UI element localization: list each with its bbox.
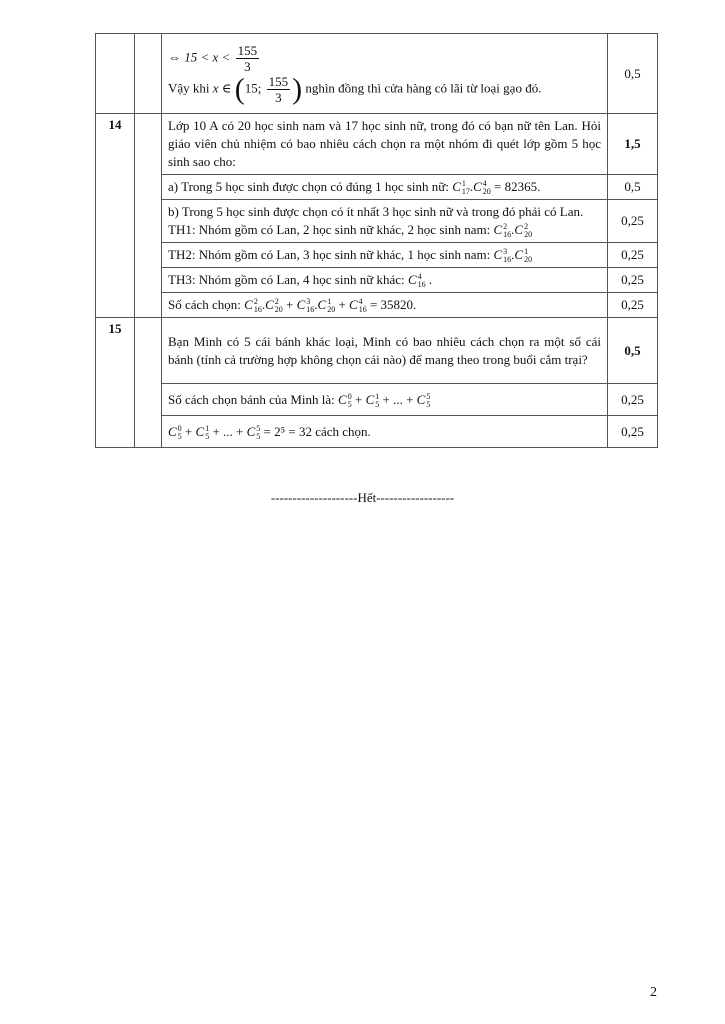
- question-number-cell: 14: [96, 114, 135, 318]
- score-cell: 0,25: [608, 268, 658, 293]
- question-text: Bạn Minh có 5 cái bánh khác loại, Minh có bao nhiêu cách chọn ra một số cái bánh (tính cả trường hợp không chọn cái nào) để mang theo trong buổi cắm trại?: [162, 318, 608, 384]
- solution-content: a) Trong 5 học sinh được chọn có đúng 1 học sinh nữ: C 1 17 .C 4 20 = 82365.: [162, 175, 608, 200]
- table-row: [96, 268, 658, 293]
- question-number-cell: [96, 34, 135, 114]
- table-row: [96, 243, 658, 268]
- table-row: [96, 318, 658, 384]
- solution-content: C 0 5 + C 1 5 + ... + C 5 5 = 2⁵ = 32 cách chọn.: [162, 416, 608, 448]
- fraction: $\frac{155}{3}$: [268, 73, 289, 105]
- solution-content: Số cách chọn bánh của Minh là: C 0 5 + C 1 5 + ... + C 5 5: [162, 384, 608, 416]
- table-row: [96, 200, 658, 243]
- score-cell: 0,5: [608, 318, 658, 384]
- table-row: [96, 293, 658, 318]
- score-cell: 0,5: [608, 34, 658, 114]
- score-cell: 1,5: [608, 114, 658, 175]
- solution-content: TH2: Nhóm gồm có Lan, 3 học sinh nữ khác, 1 học sinh nam: C 3 16 .C 1 20: [162, 243, 608, 268]
- table-row: [96, 384, 658, 416]
- score-cell: 0,5: [608, 175, 658, 200]
- solution-content: b) Trong 5 học sinh được chọn có ít nhất 3 học sinh nữ và trong đó phải có Lan. TH1: Nhóm gồm có Lan, 2 học sinh nữ khác, 2 học sinh nam: C 2 16 .C 2 20: [162, 200, 608, 243]
- score-cell: 0,25: [608, 200, 658, 243]
- table-row: [96, 416, 658, 448]
- page-number: 2: [650, 985, 657, 1000]
- solution-content: Số cách chọn: C 2 16 .C 2 20 + C 3 16 .C 1 20 + C 4 16 = 35820.: [162, 293, 608, 318]
- question-number-cell: 15: [96, 318, 135, 448]
- fraction: $\frac{155}{3}$: [237, 42, 258, 74]
- question-text: Lớp 10 A có 20 học sinh nam và 17 học sinh nữ, trong đó có bạn nữ tên Lan. Hỏi giáo viên chủ nhiệm có bao nhiêu cách chọn ra một nhóm đi quét lớp gồm 5 học sinh sao cho:: [162, 114, 608, 175]
- table-row: [96, 34, 658, 114]
- inequality-line: ⇔ 15 < x <: [168, 48, 231, 64]
- end-marker: --------------------Hết------------------: [270, 490, 455, 505]
- solution-table: [95, 33, 658, 448]
- solution-content: ⇔ 15 < x < $\frac{155}{3}$ Vậy khi x ∈ (15; $\frac{155}{3}$ ) nghìn đồng thì cửa hàng có lãi từ loại gạo đó.: [162, 34, 608, 114]
- score-cell: 0,25: [608, 384, 658, 416]
- score-cell: 0,25: [608, 293, 658, 318]
- solution-content: TH3: Nhóm gồm có Lan, 4 học sinh nữ khác: C 4 16 .: [162, 268, 608, 293]
- score-cell: 0,25: [608, 416, 658, 448]
- table-row: [96, 175, 658, 200]
- score-cell: 0,25: [608, 243, 658, 268]
- table-row: [96, 114, 658, 175]
